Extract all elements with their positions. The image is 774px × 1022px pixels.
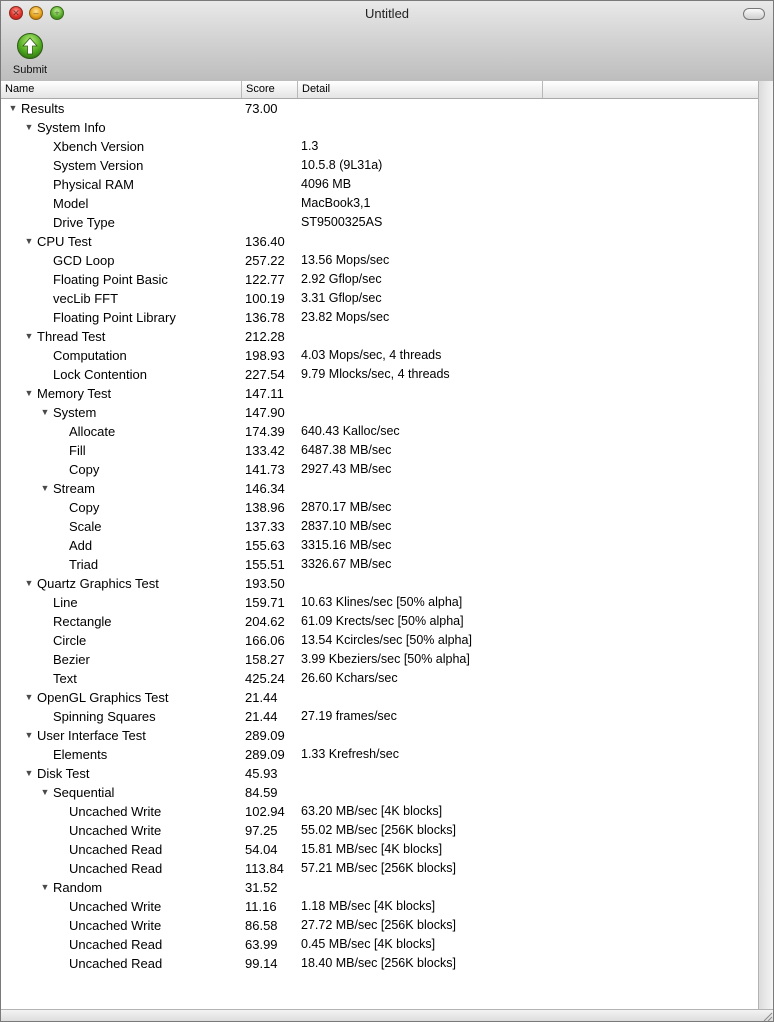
outline-row[interactable] — [1, 897, 758, 916]
row-name: Text — [53, 671, 77, 686]
outline-row[interactable] — [1, 156, 758, 175]
row-name: Uncached Read — [69, 956, 163, 971]
row-score: 113.84 — [245, 861, 284, 876]
row-score: 84.59 — [245, 785, 278, 800]
row-detail: 4.03 Mops/sec, 4 threads — [301, 348, 442, 362]
minimize-icon: – — [33, 8, 39, 18]
row-detail: 61.09 Krects/sec [50% alpha] — [301, 614, 464, 628]
disclosure-triangle-icon[interactable]: ▼ — [40, 787, 50, 797]
row-detail: 10.63 Klines/sec [50% alpha] — [301, 595, 463, 609]
row-score: 63.99 — [245, 937, 278, 952]
row-name: Elements — [53, 747, 108, 762]
submit-label: Submit — [12, 64, 48, 76]
row-name: Floating Point Basic — [53, 272, 168, 287]
disclosure-triangle-icon[interactable]: ▼ — [40, 407, 50, 417]
row-score: 147.11 — [245, 386, 284, 401]
row-score: 136.78 — [245, 310, 285, 325]
outline-row[interactable] — [1, 802, 758, 821]
row-detail: ST9500325AS — [301, 215, 383, 229]
disclosure-triangle-icon[interactable]: ▼ — [24, 236, 34, 246]
row-score: 100.19 — [245, 291, 285, 306]
row-score: 99.14 — [245, 956, 278, 971]
row-name: Disk Test — [37, 766, 90, 781]
row-detail: 63.20 MB/sec [4K blocks] — [301, 804, 443, 818]
row-score: 158.27 — [245, 652, 285, 667]
row-name: Uncached Read — [69, 861, 163, 876]
row-detail: 3.99 Kbeziers/sec [50% alpha] — [301, 652, 470, 666]
outline-row[interactable] — [1, 308, 758, 327]
outline-row[interactable] — [1, 669, 758, 688]
outline-row[interactable] — [1, 840, 758, 859]
row-name: System Info — [37, 120, 106, 135]
row-score: 141.73 — [245, 462, 285, 477]
submit-button[interactable] — [7, 33, 53, 79]
outline-row[interactable] — [1, 688, 758, 707]
row-detail: 2837.10 MB/sec — [301, 519, 392, 533]
outline-row[interactable] — [1, 270, 758, 289]
outline-row[interactable] — [1, 194, 758, 213]
row-score: 193.50 — [245, 576, 285, 591]
disclosure-triangle-icon[interactable]: ▼ — [24, 388, 34, 398]
row-name: Xbench Version — [53, 139, 145, 154]
outline-row[interactable] — [1, 118, 758, 137]
outline-row[interactable] — [1, 346, 758, 365]
column-header-score[interactable]: Score — [242, 81, 298, 98]
row-detail: 13.54 Kcircles/sec [50% alpha] — [301, 633, 472, 647]
close-icon: ✕ — [12, 8, 20, 18]
outline-row[interactable] — [1, 289, 758, 308]
row-score: 137.33 — [245, 519, 285, 534]
row-name: Quartz Graphics Test — [37, 576, 159, 591]
row-name: Rectangle — [53, 614, 112, 629]
row-score: 102.94 — [245, 804, 285, 819]
row-score: 155.51 — [245, 557, 285, 572]
row-name: User Interface Test — [37, 728, 146, 743]
window-title: Untitled — [364, 6, 410, 21]
row-score: 198.93 — [245, 348, 285, 363]
outline-row[interactable] — [1, 517, 758, 536]
row-score: 174.39 — [245, 424, 285, 439]
row-name: Floating Point Library — [53, 310, 176, 325]
row-name: Spinning Squares — [53, 709, 156, 724]
row-detail: 6487.38 MB/sec — [301, 443, 392, 457]
disclosure-triangle-icon[interactable]: ▼ — [40, 483, 50, 493]
outline-row[interactable] — [1, 403, 758, 422]
row-name: Uncached Write — [69, 804, 162, 819]
row-detail: 1.3 — [301, 139, 319, 153]
column-header-name[interactable]: Name — [1, 81, 242, 98]
outline-row[interactable] — [1, 954, 758, 973]
outline-row[interactable] — [1, 232, 758, 251]
outline-row[interactable] — [1, 479, 758, 498]
column-header — [1, 81, 758, 99]
row-score: 21.44 — [245, 690, 278, 705]
row-score: 204.62 — [245, 614, 285, 629]
disclosure-triangle-icon[interactable]: ▼ — [24, 122, 34, 132]
row-name: GCD Loop — [53, 253, 115, 268]
row-name: Sequential — [53, 785, 115, 800]
outline-row[interactable] — [1, 175, 758, 194]
row-detail: 55.02 MB/sec [256K blocks] — [301, 823, 456, 837]
row-name: Line — [53, 595, 78, 610]
row-score: 166.06 — [245, 633, 285, 648]
row-name: Random — [53, 880, 103, 895]
row-name: Uncached Read — [69, 937, 163, 952]
outline-row[interactable] — [1, 555, 758, 574]
row-name: Fill — [69, 443, 86, 458]
outline-row[interactable] — [1, 251, 758, 270]
row-name: Copy — [69, 500, 100, 515]
horizontal-scrollbar[interactable] — [1, 1009, 774, 1022]
row-detail: 2927.43 MB/sec — [301, 462, 392, 476]
row-name: Model — [53, 196, 89, 211]
outline-row[interactable] — [1, 783, 758, 802]
outline-row[interactable] — [1, 764, 758, 783]
row-name: System — [53, 405, 97, 420]
outline-row[interactable] — [1, 631, 758, 650]
row-name: Thread Test — [37, 329, 106, 344]
outline-row[interactable] — [1, 213, 758, 232]
row-score: 159.71 — [245, 595, 285, 610]
row-score: 122.77 — [245, 272, 285, 287]
row-detail: 23.82 Mops/sec — [301, 310, 390, 324]
row-name: Uncached Write — [69, 899, 162, 914]
row-score: 21.44 — [245, 709, 278, 724]
outline-row[interactable] — [1, 384, 758, 403]
disclosure-triangle-icon[interactable]: ▼ — [8, 103, 18, 113]
outline-row[interactable] — [1, 536, 758, 555]
row-name: Lock Contention — [53, 367, 147, 382]
vertical-scrollbar[interactable] — [758, 81, 774, 1009]
row-score: 11.16 — [245, 899, 277, 914]
row-score: 133.42 — [245, 443, 285, 458]
outline-row[interactable] — [1, 574, 758, 593]
up-arrow-icon — [17, 33, 43, 59]
disclosure-triangle-icon[interactable]: ▼ — [24, 730, 34, 740]
results-outline — [1, 99, 758, 1009]
row-name: Allocate — [69, 424, 116, 439]
row-score: 147.90 — [245, 405, 285, 420]
row-detail: 3326.67 MB/sec — [301, 557, 392, 571]
disclosure-triangle-icon[interactable]: ▼ — [24, 331, 34, 341]
outline-row[interactable] — [1, 726, 758, 745]
row-name: Computation — [53, 348, 127, 363]
row-detail: 640.43 Kalloc/sec — [301, 424, 400, 438]
row-detail: 15.81 MB/sec [4K blocks] — [301, 842, 443, 856]
row-score: 146.34 — [245, 481, 285, 496]
row-name: vecLib FFT — [53, 291, 119, 306]
row-score: 257.22 — [245, 253, 285, 268]
outline-row[interactable] — [1, 365, 758, 384]
zoom-icon: + — [54, 8, 60, 18]
disclosure-triangle-icon[interactable]: ▼ — [24, 768, 34, 778]
row-score: 155.63 — [245, 538, 285, 553]
row-name: Memory Test — [37, 386, 112, 401]
row-detail: 18.40 MB/sec [256K blocks] — [301, 956, 456, 970]
row-name: Stream — [53, 481, 95, 496]
row-score: 289.09 — [245, 747, 285, 762]
row-name: Add — [69, 538, 93, 553]
outline-row[interactable] — [1, 650, 758, 669]
outline-row[interactable] — [1, 441, 758, 460]
row-detail: 3315.16 MB/sec — [301, 538, 392, 552]
row-detail: 4096 MB — [301, 177, 352, 191]
row-name: Uncached Read — [69, 842, 163, 857]
row-detail: 1.33 Krefresh/sec — [301, 747, 399, 761]
row-detail: 3.31 Gflop/sec — [301, 291, 382, 305]
row-score: 425.24 — [245, 671, 285, 686]
row-detail: 57.21 MB/sec [256K blocks] — [301, 861, 456, 875]
row-score: 136.40 — [245, 234, 285, 249]
disclosure-triangle-icon[interactable]: ▼ — [24, 578, 34, 588]
outline-row[interactable] — [1, 707, 758, 726]
row-name: Drive Type — [53, 215, 115, 230]
row-name: Uncached Write — [69, 823, 162, 838]
outline-row[interactable] — [1, 859, 758, 878]
row-score: 31.52 — [245, 880, 278, 895]
row-detail: 0.45 MB/sec [4K blocks] — [301, 937, 436, 951]
outline-row[interactable] — [1, 935, 758, 954]
outline-row[interactable] — [1, 916, 758, 935]
outline-row[interactable] — [1, 137, 758, 156]
outline-row[interactable] — [1, 327, 758, 346]
row-score: 86.58 — [245, 918, 278, 933]
row-name: System Version — [53, 158, 144, 173]
row-name: Uncached Write — [69, 918, 162, 933]
outline-row[interactable] — [1, 460, 758, 479]
disclosure-triangle-icon[interactable]: ▼ — [24, 692, 34, 702]
title-toolbar — [1, 1, 773, 82]
row-detail: 26.60 Kchars/sec — [301, 671, 398, 685]
row-detail: 1.18 MB/sec [4K blocks] — [301, 899, 436, 913]
row-name: Scale — [69, 519, 102, 534]
row-score: 97.25 — [245, 823, 278, 838]
row-name: Circle — [53, 633, 87, 648]
outline-row[interactable] — [1, 593, 758, 612]
row-detail: 27.19 frames/sec — [301, 709, 397, 723]
row-name: Bezier — [53, 652, 90, 667]
row-detail: 9.79 Mlocks/sec, 4 threads — [301, 367, 450, 381]
row-detail: MacBook3,1 — [301, 196, 371, 210]
outline-row[interactable] — [1, 878, 758, 897]
row-name: OpenGL Graphics Test — [37, 690, 169, 705]
outline-row[interactable] — [1, 821, 758, 840]
outline-row[interactable] — [1, 99, 758, 118]
outline-row[interactable] — [1, 745, 758, 764]
row-score: 212.28 — [245, 329, 285, 344]
row-detail: 2.92 Gflop/sec — [301, 272, 382, 286]
row-detail: 2870.17 MB/sec — [301, 500, 392, 514]
outline-row[interactable] — [1, 612, 758, 631]
resize-grip-icon[interactable] — [762, 1011, 773, 1022]
disclosure-triangle-icon[interactable]: ▼ — [40, 882, 50, 892]
row-name: Triad — [69, 557, 99, 572]
outline-row[interactable] — [1, 422, 758, 441]
row-name: Physical RAM — [53, 177, 134, 192]
row-score: 289.09 — [245, 728, 285, 743]
row-score: 138.96 — [245, 500, 285, 515]
toolbar-toggle-button[interactable] — [743, 8, 765, 20]
row-score: 45.93 — [245, 766, 278, 781]
row-name: Results — [21, 101, 65, 116]
row-score: 227.54 — [245, 367, 285, 382]
row-name: Copy — [69, 462, 100, 477]
row-detail: 13.56 Mops/sec — [301, 253, 390, 267]
row-detail: 27.72 MB/sec [256K blocks] — [301, 918, 456, 932]
outline-row[interactable] — [1, 498, 758, 517]
row-score: 54.04 — [245, 842, 278, 857]
row-detail: 10.5.8 (9L31a) — [301, 158, 383, 172]
row-score: 73.00 — [245, 101, 278, 116]
column-header-detail[interactable]: Detail — [298, 81, 543, 98]
row-name: CPU Test — [37, 234, 92, 249]
